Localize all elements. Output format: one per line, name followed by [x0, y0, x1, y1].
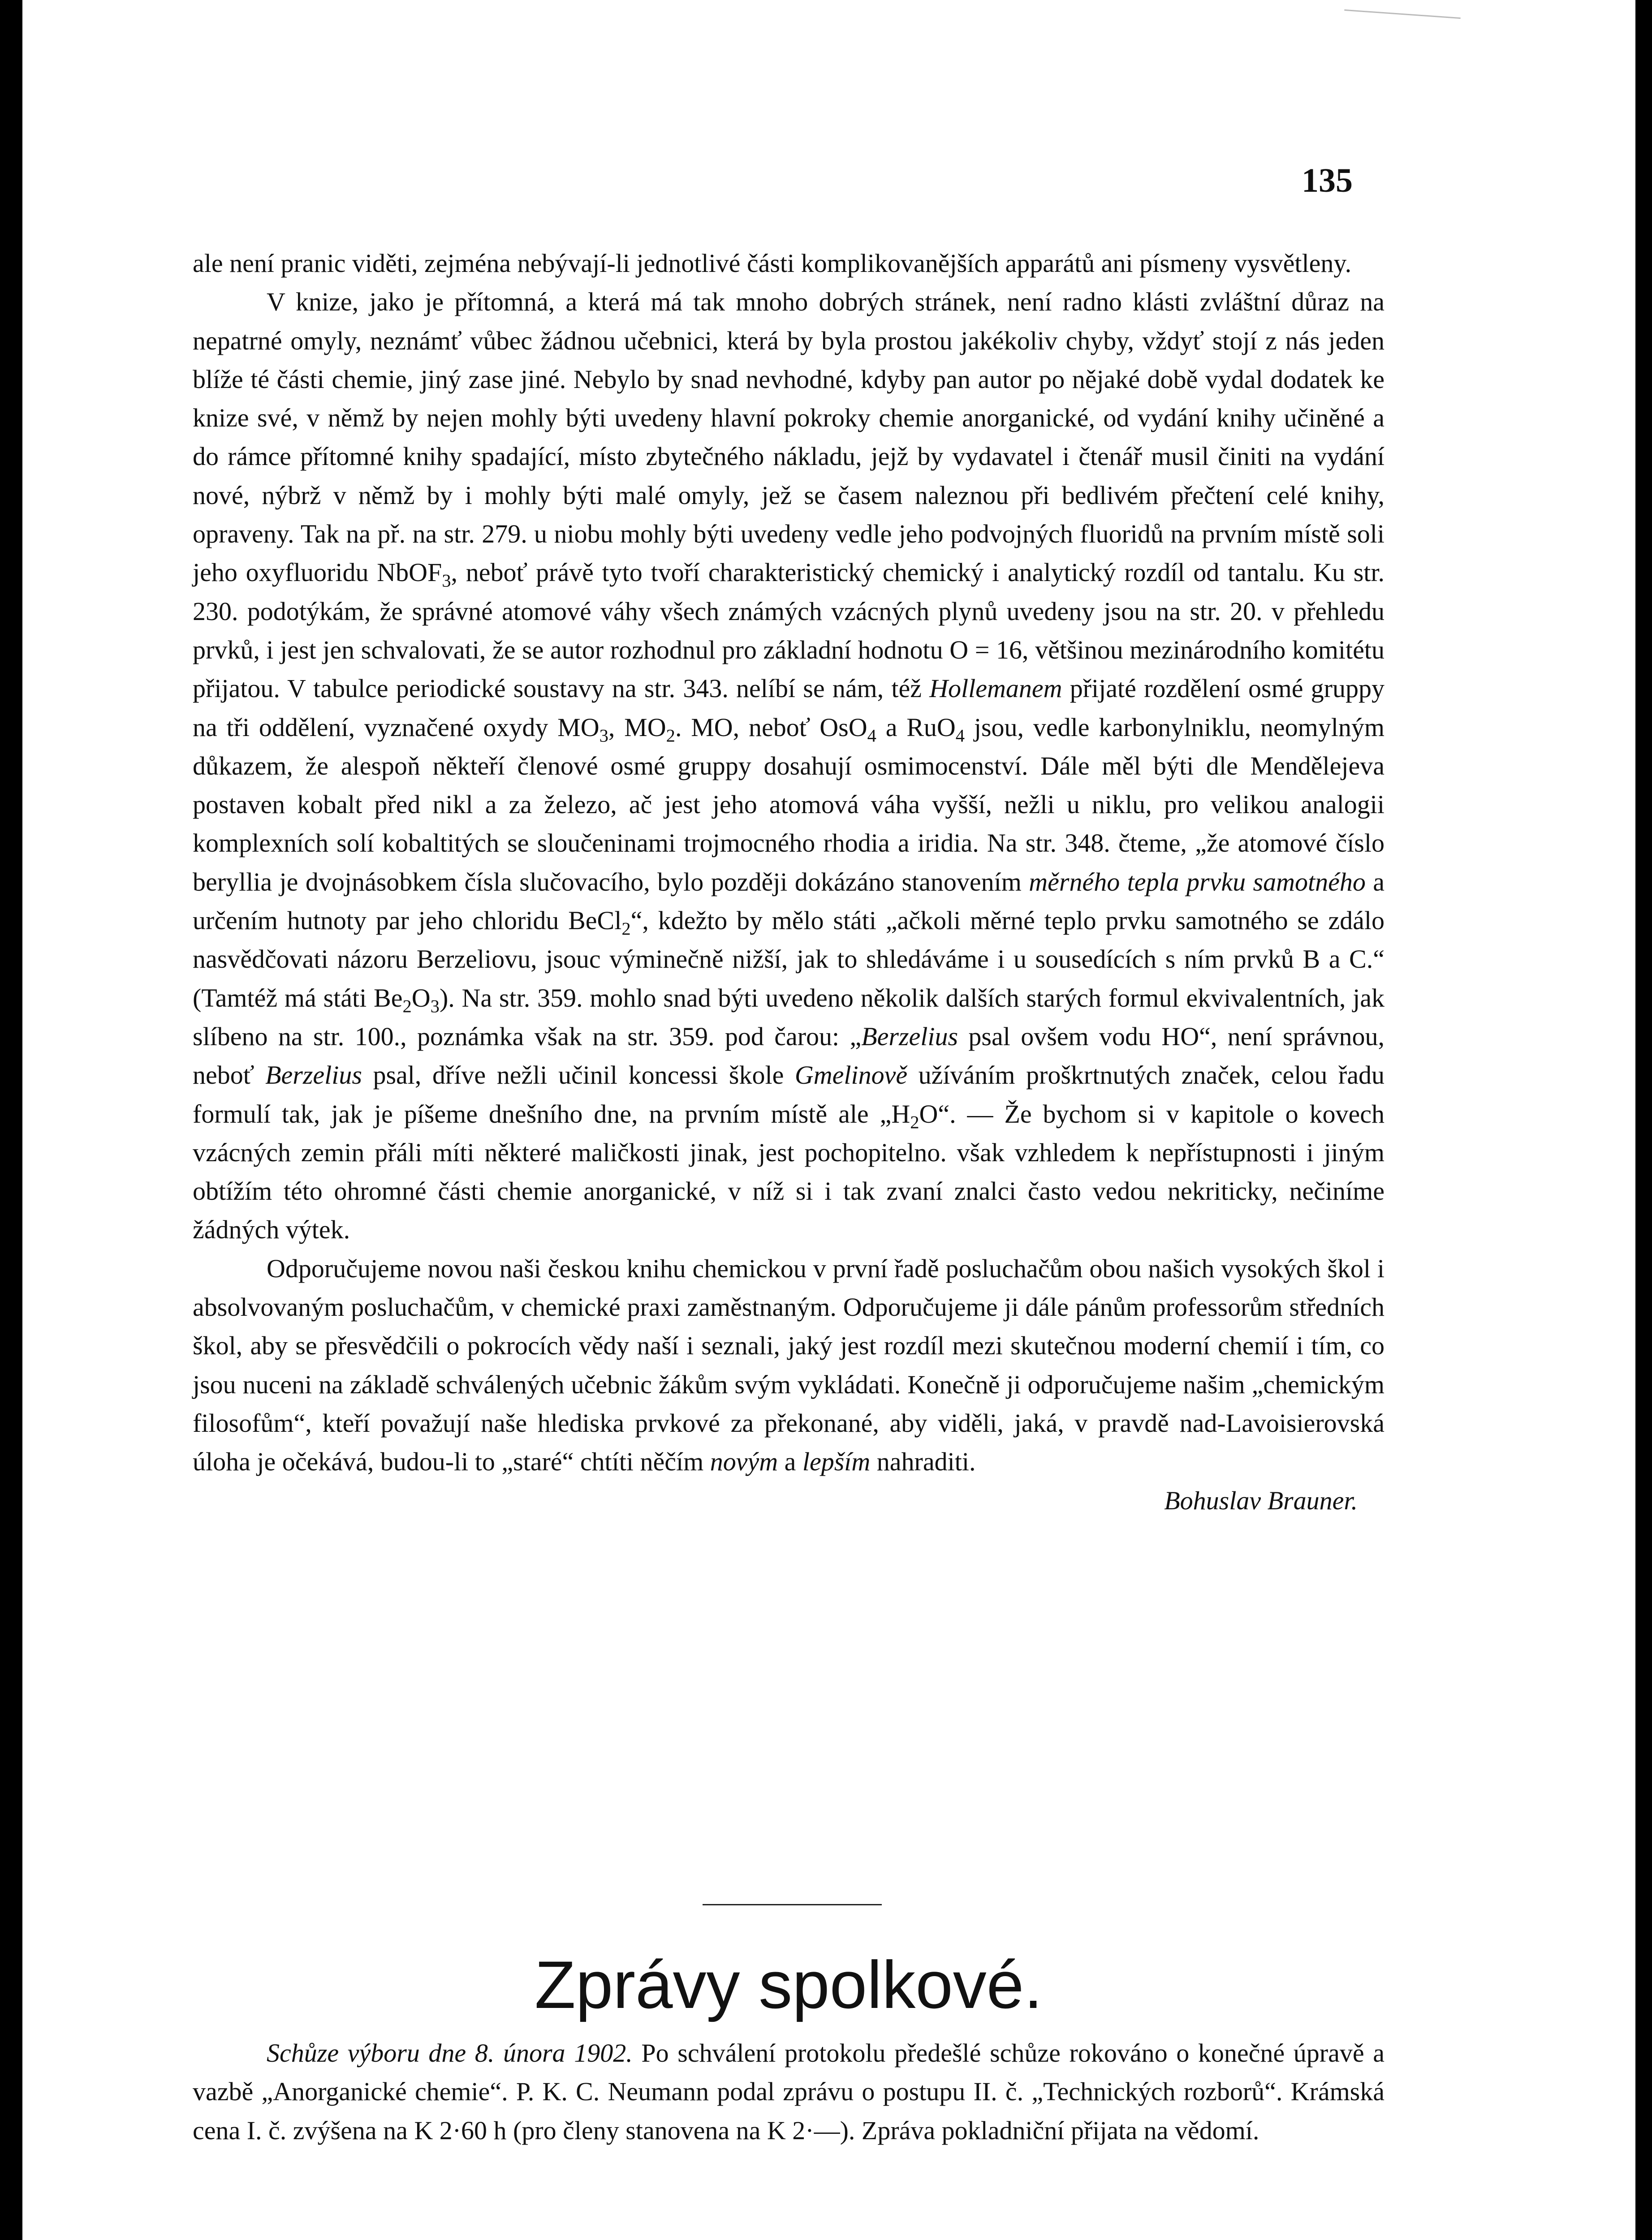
section-heading: Zprávy spolkové. — [535, 1947, 1043, 2022]
subscript-run: 3 — [430, 996, 440, 1017]
subscript-run: 2 — [666, 725, 675, 746]
italic-run: lepším — [802, 1447, 871, 1477]
subscript-run: 4 — [867, 725, 876, 746]
subscript-run: 4 — [955, 725, 965, 746]
review-paragraph-3: Odporučujeme novou naši českou knihu chemickou v první řadě posluchačům obou našich vysokých škol i absolvovaným posluchačům, v chemické praxi zaměstnaným. Odporučujeme ji dále pánům professorům středních škol, aby se přesvědčili o pokrocích vědy naší i seznali, jaký jest rozdíl mezi skutečnou moderní chemií i tím, co jsou nuceni na základě schválených učebnic žákům svým vykládati. Konečně ji odporučujeme našim „chemickým filosofům“, kteří považují naše hlediska prvkové za překonané, aby viděli, jaká, v pravdě nad-Lavoisierovská úloha je očekává, budou-li to „staré“ chtíti něčím novým a lepším nahraditi. — [193, 1254, 1385, 1477]
italic-run: měrného tepla prvku samotného — [1029, 867, 1366, 896]
subscript-run: 3 — [442, 570, 451, 591]
subscript-run: 2 — [910, 1112, 919, 1133]
section-divider — [703, 1904, 882, 1905]
italic-run: novým — [710, 1447, 778, 1477]
review-signature: Bohuslav Brauner. — [1164, 1486, 1358, 1515]
subscript-run: 2 — [402, 996, 412, 1017]
review-text — [193, 244, 1385, 1520]
italic-run: Gmelinově — [794, 1060, 908, 1090]
meeting-minutes-paragraph: Schůze výboru dne 8. února 1902. Po schválení protokolu předešlé schůze rokováno o konečné úpravě a vazbě „Anorganické chemie“. P. K. C. Neumann podal zprávu o postupu II. č. „Technických rozborů“. Krámská cena I. č. zvýšena na K 2·60 h (pro členy stanovena na K 2·—). Zpráva pokladniční přijata na vědomí. — [193, 2038, 1385, 2145]
page-number: 135 — [1302, 162, 1353, 199]
review-paragraph-1: ale není pranic viděti, zejména nebývají-li jednotlivé části komplikovanějších apparátů ani písmeny vysvětleny. — [193, 249, 1352, 278]
section-text — [193, 2034, 1385, 2150]
review-paragraph-2: V knize, jako je přítomná, a která má tak mnoho dobrých stránek, není radno klásti zvláštní důraz na nepatrné omyly, neznámť vůbec žádnou učebnici, která by byla prostou jakékoliv chyby, vždyť stojí z nás jeden blíže té části chemie, jiný zase jiné. Nebylo by snad nevhodné, kdyby pan autor po nějaké době vydal dodatek ke knize své, v němž by nejen mohly býti uvedeny hlavní pokroky chemie anorganické, od vydání knihy učiněné a do rámce přítomné knihy spadající, místo zbytečného nákladu, jejž by vydavatel i čtenář musil činiti na vydání nové, nýbrž v němž by i mohly býti malé omyly, jež se časem naleznou při bedlivém přečtení celé knihy, opraveny. Tak na př. na str. 279. u niobu mohly býti uvedeny vedle jeho podvojných fluoridů na prvním místě soli jeho oxyfluoridu NbOF$_3$, neboť právě tyto tvoří charakteristický chemický i analytický rozdíl od tantalu. Ku str. 230. podotýkám, že správné atomové váhy všech známých vzácných plynů uvedeny jsou na str. 20. v přehledu prvků, i jest jen schvalovati, že se autor rozhodnul pro základní hodnotu O = 16, většinou mezinárodního komitétu přijatou. V tabulce periodické soustavy na str. 343. nelíbí se nám, též Hollemanem přijaté rozdělení osmé gruppy na tři oddělení, vyznačené oxydy $MO_3$, $MO_2$. MO, neboť OsO$_4$ a RuO$_4$ jsou, vedle karbonylniklu, neomylným důkazem, že alespoň někteří členové osmé gruppy dosahují osmimocenství. Dále měl býti dle Mendělejeva postaven kobalt před nikl a za železo, ač jest jeho atomová váha vyšší, nežli u niklu, pro velikou analogii komplexních solí kobaltitých se sloučeninami trojmocného rhodia a iridia. Na str. 348. čteme, „že atomové číslo beryllia je dvojnásobkem čísla slučovacího, bylo později dokázáno stanovením měrného tepla prvku samotného a určením hutnoty par jeho chloridu BeCl$_2$“, kdežto by mělo státi „ačkoli měrné teplo prvku samotného se zdálo nasvědčovati názoru Berzeliovu, jsouc výminečně nižší, jak to shledáváme i u sousedících s ním prvků B a C.“ (Tamtéž má státi $Be_2O_3$). Na str. 359. mohlo snad býti uvedeno několik dalších starých formul ekvivalentních, jak slíbeno na str. 100., poznámka však na str. 359. pod čarou: „Berzelius psal ovšem vodu HO“, není správnou, neboť Berzelius psal, dříve nežli učinil koncessi škole Gmelinově užíváním proškrtnutých značek, celou řadu formulí tak, jak je píšeme dnešního dne, na prvním místě ale $„H_2O“$. — Že bychom si v kapitole o kovech vzácných zemin přáli míti některé maličkosti jinak, jest pochopitelno. však vzhledem k nepřístupnosti i jiným obtížím této ohromné části chemie anorganické, v níž si i tak zvaní znalci často vedou nekriticky, nečiníme žádných výtek. — [193, 287, 1385, 1245]
subscript-run: 2 — [621, 918, 631, 939]
document-page — [22, 0, 1635, 2240]
scan-mark — [1344, 9, 1461, 19]
italic-run: Berzelius — [265, 1060, 362, 1090]
italic-run: Schůze výboru dne 8. února 1902. — [267, 2038, 633, 2068]
italic-run: Berzelius — [861, 1021, 958, 1051]
italic-run: Hollemanem — [929, 674, 1062, 703]
subscript-run: 3 — [599, 725, 608, 746]
